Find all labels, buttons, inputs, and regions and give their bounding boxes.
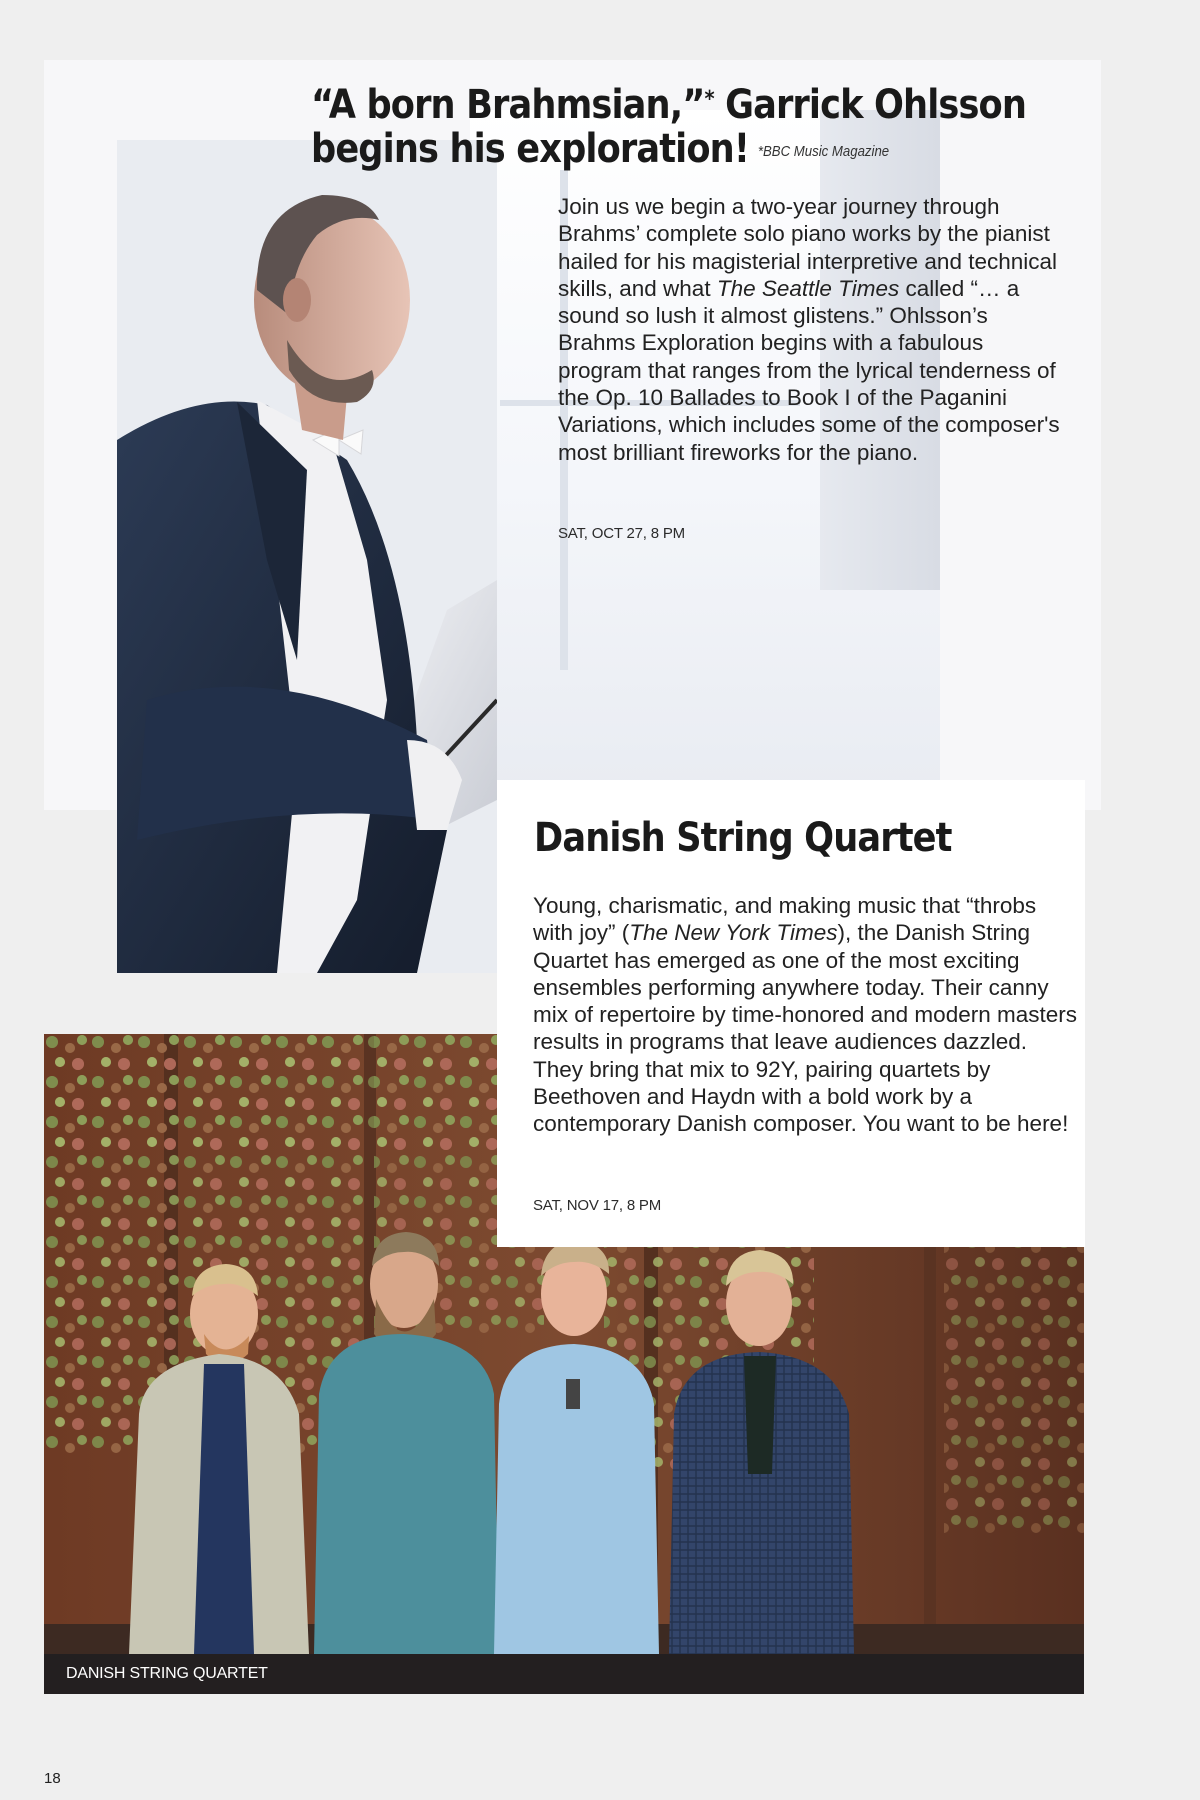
ohlsson-description-part: called “… a sound so lush it almost glistens.” Ohlsson’s Brahms Exploration begins with a fabulous program that ranges from the lyrical tenderness of the Op. 10 Ballades to Book I of the Paganini Variations, which includes some of the composer's most brilliant fireworks for the piano. [558,275,1060,465]
quartet-description [533,892,1078,1138]
ohlsson-headline [311,78,1027,174]
headline-quote: “A born Brahmsian,” [311,82,705,128]
headline-line-1 [311,78,1027,128]
ohlsson-description-part: Join us we begin a two-year journey through Brahms’ complete solo piano works by the pianist hailed for his magisterial interpretive and technical skills, and what [558,194,1058,301]
headline-source-credit: *BBC Music Magazine [757,143,890,160]
quartet-description-part: ), the Danish String Quartet has emerged as one of the most exciting ensembles performing anywhere today. Their canny mix of repertoire by time-honored and modern masters results in programs that leave audiences dazzled. They bring that mix to 92Y, pairing quartets by Beethoven and Haydn with a bold work by a contemporary Danish composer. You want to be here! [533,920,1077,1137]
quartet-title: Danish String Quartet [534,815,952,861]
ohlsson-event-date: SAT, OCT 27, 8 PM [558,525,685,542]
quartet-publication-name: The New York Times [629,920,838,946]
ohlsson-publication-name: The Seattle Times [716,275,900,301]
quartet-description-part: Young, charismatic, and making music that “throbs with joy” ( [533,893,1037,946]
page-number: 18 [44,1770,61,1787]
headline-line-2-text: begins his exploration! [311,126,750,172]
pianist-photo [117,140,497,973]
headline-artist-name: Garrick Ohlsson [713,82,1027,128]
headline-line-2 [311,127,1015,174]
quartet-photo-caption [44,1654,1084,1694]
headline-asterisk: * [704,87,714,112]
quartet-event-date: SAT, NOV 17, 8 PM [533,1197,662,1214]
caption-text: DANISH STRING QUARTET [66,1665,268,1682]
ohlsson-description [558,193,1068,466]
